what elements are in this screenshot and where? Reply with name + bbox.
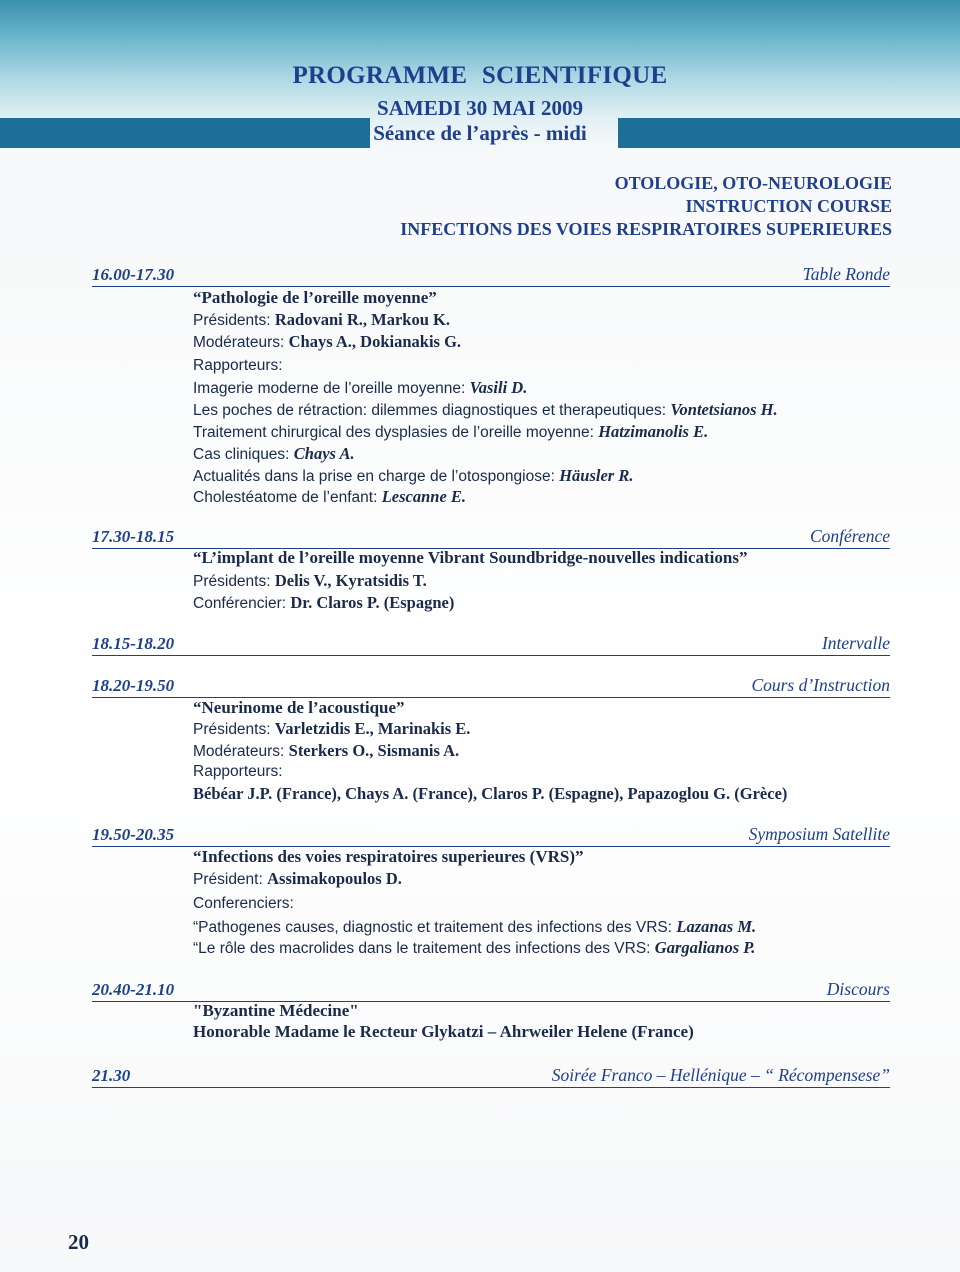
talk-line: Traitement chirurgical des dysplasies de l’oreille moyenne: Hatzimanolis E.	[193, 422, 709, 441]
session-header	[92, 264, 890, 287]
seance-heading: Séance de l’après - midi	[373, 121, 587, 145]
talk-line: Actualités dans la prise en charge de l’otospongiose: Häusler R.	[193, 466, 634, 485]
rapporteurs-names: Bébéar J.P. (France), Chays A. (France), Claros P. (Espagne), Papazoglou G. (Grèce)	[193, 784, 788, 803]
session-type: Symposium Satellite	[748, 824, 890, 844]
session-type: Cours d’Instruction	[751, 675, 890, 695]
rapporteurs-label: Rapporteurs:	[193, 357, 283, 374]
topic-line: INSTRUCTION COURSE	[685, 196, 892, 216]
talk-line: Cholestéatome de l’enfant: Lescanne E.	[193, 487, 467, 506]
topic-line: INFECTIONS DES VOIES RESPIRATOIRES SUPERIEURES	[400, 219, 892, 239]
session-time: 19.50-20.35	[92, 825, 175, 844]
session-time: 17.30-18.15	[92, 527, 175, 546]
session-time: 21.30	[92, 1066, 131, 1085]
rapporteurs-label: Rapporteurs:	[193, 763, 283, 780]
moderateurs-line: Modérateurs: Sterkers O., Sismanis A.	[193, 741, 460, 760]
page-number: 20	[68, 1230, 89, 1254]
president-line: Président: Assimakopoulos D.	[193, 869, 402, 888]
session-time: 16.00-17.30	[92, 265, 175, 284]
session-type: Soirée Franco – Hellénique – “ Récompensese”	[551, 1065, 890, 1085]
session-header	[92, 824, 890, 847]
session-header	[92, 633, 890, 656]
session-type: Table Ronde	[802, 264, 890, 284]
session-time: 20.40-21.10	[92, 980, 175, 999]
session-type: Intervalle	[821, 633, 890, 653]
talk-line: Cas cliniques: Chays A.	[193, 444, 355, 463]
talk-line: Les poches de rétraction: dilemmes diagnostiques et therapeutiques: Vontetsianos H.	[193, 400, 778, 419]
session-title: "Byzantine Médecine"	[193, 1001, 359, 1020]
session-time: 18.15-18.20	[92, 634, 175, 653]
session-title: “Pathologie de l’oreille moyenne”	[193, 288, 437, 307]
session-header	[92, 979, 890, 1002]
presidents-line: Présidents: Radovani R., Markou K.	[193, 310, 450, 329]
session-header	[92, 675, 890, 698]
session-time: 18.20-19.50	[92, 676, 175, 695]
session-type: Discours	[826, 979, 890, 999]
conferenciers-label: Conferenciers:	[193, 895, 294, 912]
session-title: “Neurinome de l’acoustique”	[193, 698, 405, 717]
talk-line: “Pathogenes causes, diagnostic et traitement des infections des VRS: Lazanas M.	[193, 917, 757, 936]
page-title: PROGRAMME SCIENTIFIQUE	[292, 62, 668, 89]
conferencier-line: Conférencier: Dr. Claros P. (Espagne)	[193, 593, 455, 612]
session-title: “Infections des voies respiratoires superieures (VRS)”	[193, 847, 584, 866]
session-type: Conférence	[809, 526, 890, 546]
moderateurs-line: Modérateurs: Chays A., Dokianakis G.	[193, 332, 462, 351]
session-title: “L’implant de l’oreille moyenne Vibrant Soundbridge-nouvelles indications”	[193, 548, 748, 567]
topic-line: OTOLOGIE, OTO-NEUROLOGIE	[614, 173, 892, 193]
session-header	[92, 1065, 890, 1088]
presidents-line: Présidents: Delis V., Kyratsidis T.	[193, 571, 427, 590]
talk-line: Imagerie moderne de l’oreille moyenne: Vasili D.	[193, 378, 528, 397]
date-heading: SAMEDI 30 MAI 2009	[377, 96, 583, 120]
presidents-line: Présidents: Varletzidis E., Marinakis E.	[193, 719, 471, 738]
session-header	[92, 526, 890, 549]
speaker-line: Honorable Madame le Recteur Glykatzi – Ahrweiler Helene (France)	[193, 1022, 694, 1041]
talk-line: “Le rôle des macrolides dans le traitement des infections des VRS: Gargalianos P.	[193, 938, 756, 957]
